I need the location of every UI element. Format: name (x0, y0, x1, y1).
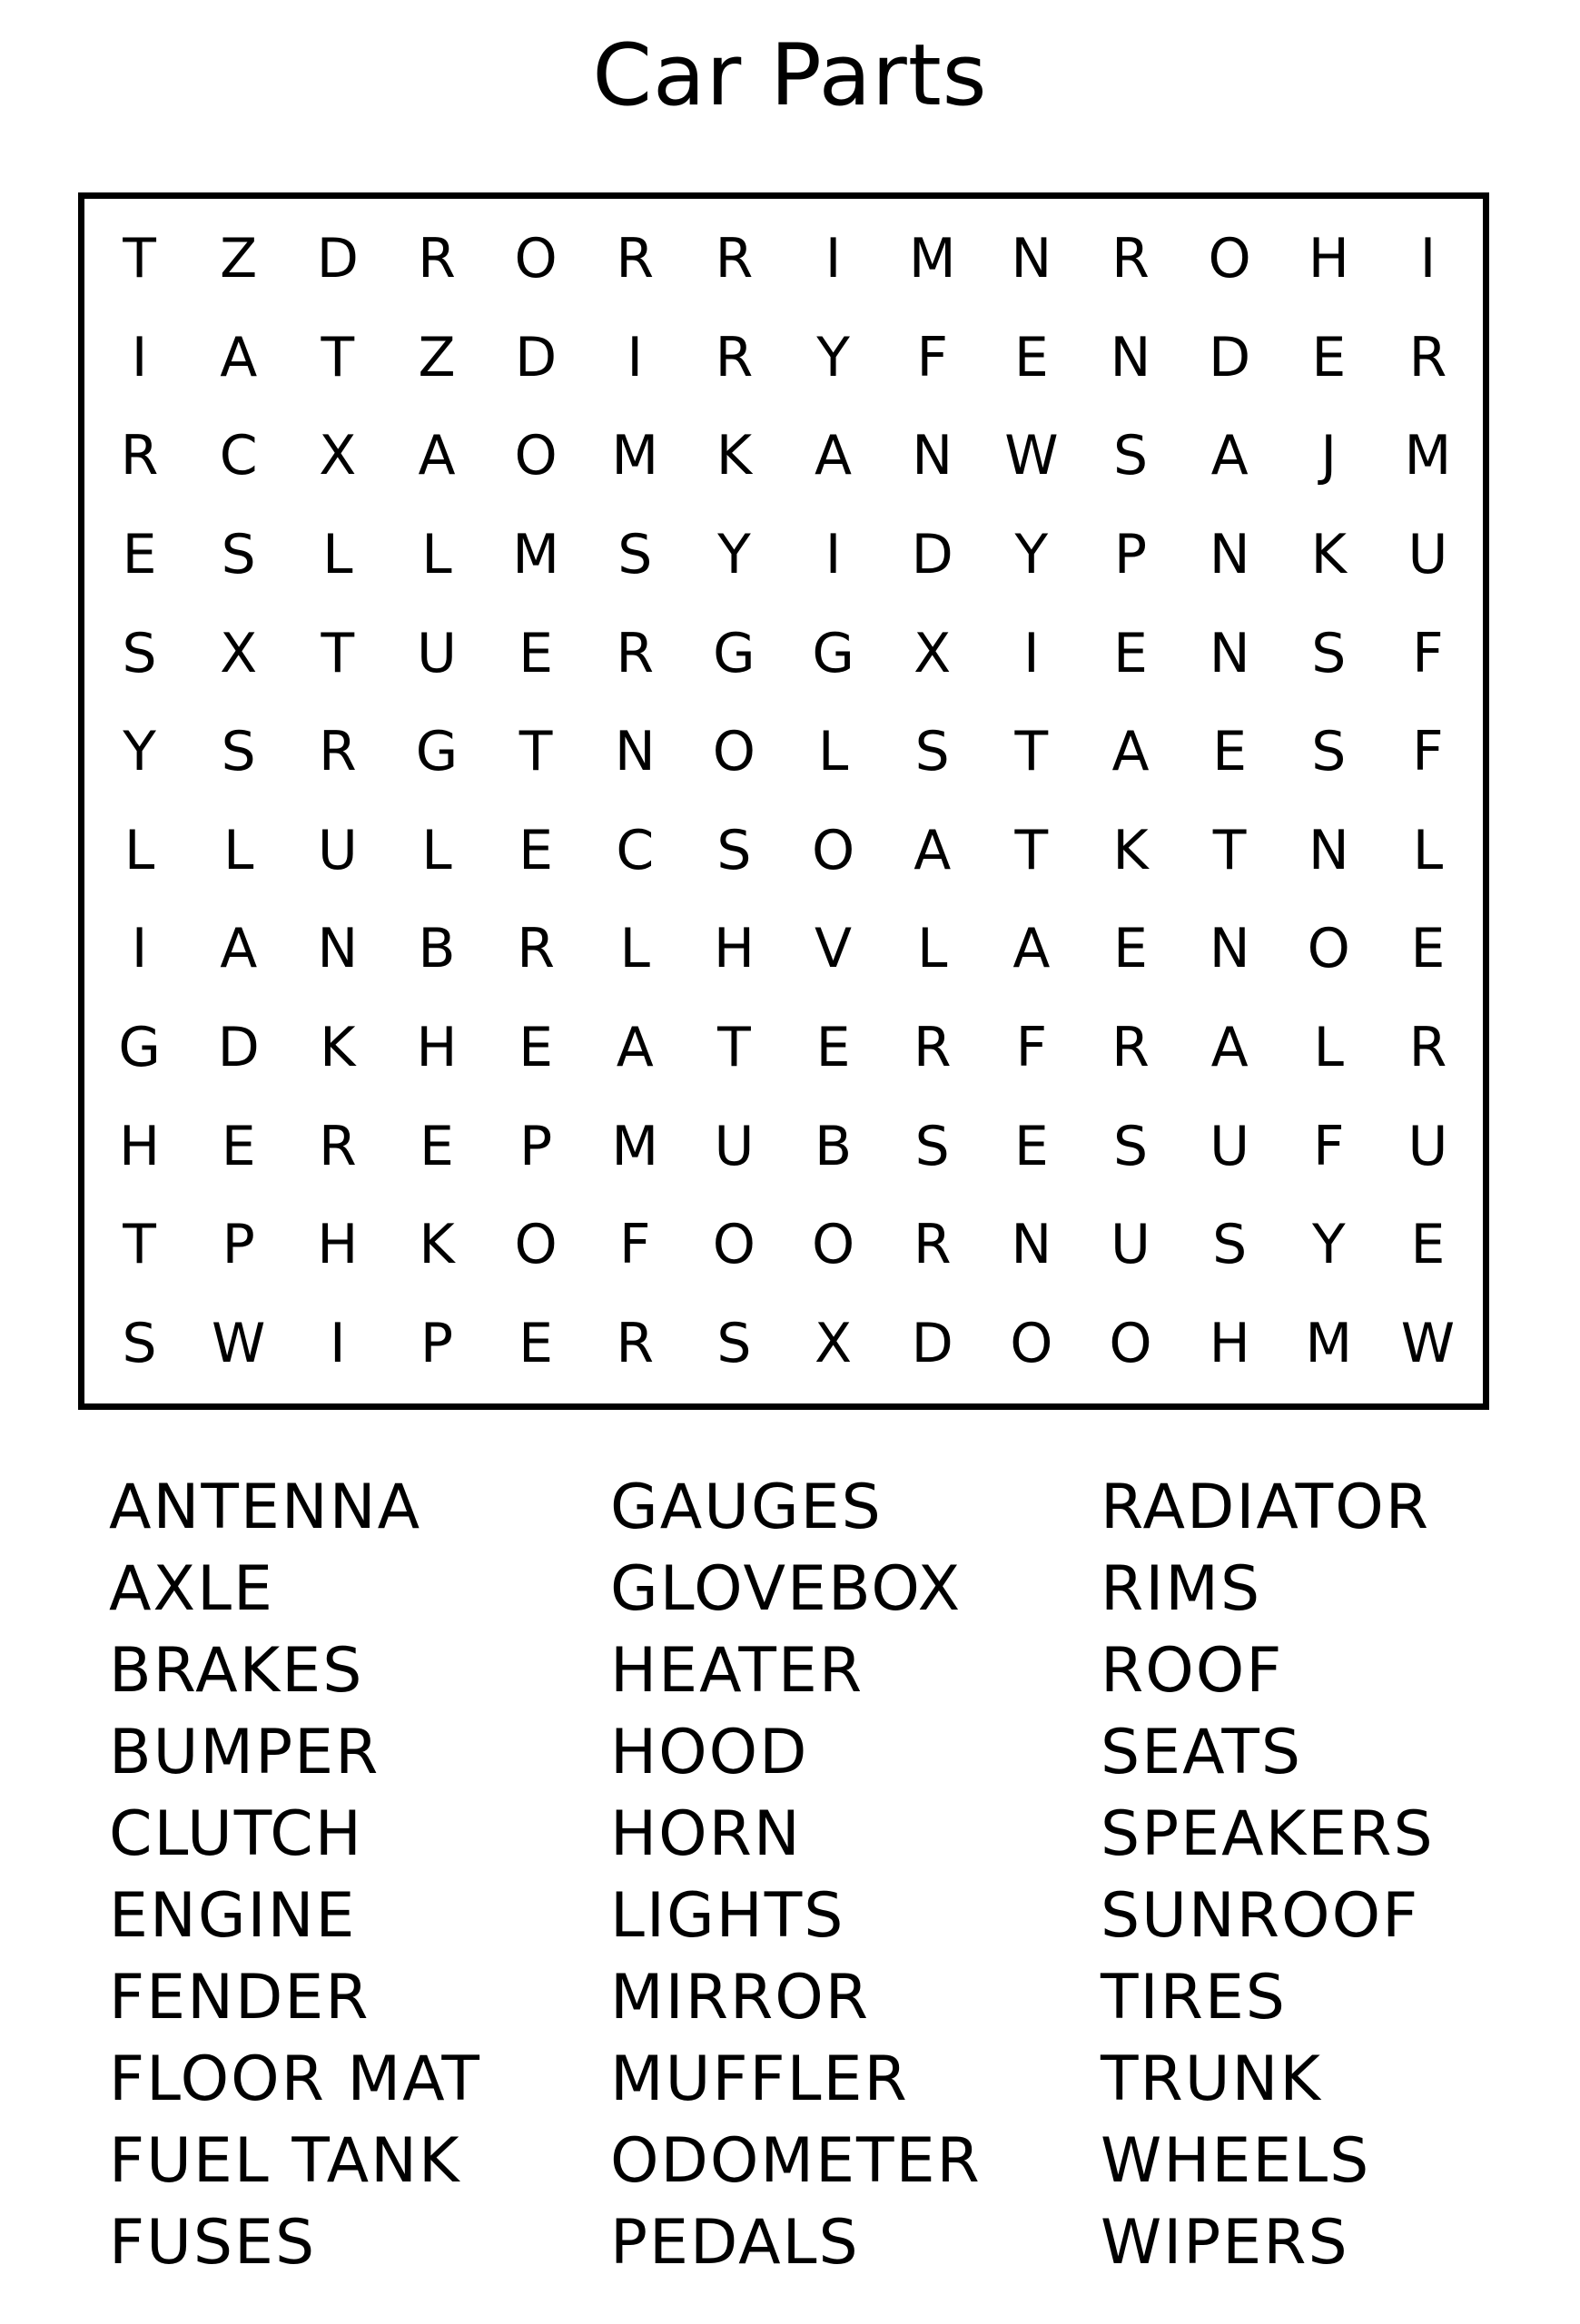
grid-letter-r1-c10: N (1011, 227, 1052, 291)
word-list-item: HORN (610, 1798, 802, 1870)
word-list-item: GAUGES (610, 1472, 883, 1543)
grid-letter-r8-c5: R (517, 917, 555, 981)
grid-letter-r5-c5: E (518, 621, 554, 685)
word-list-item: ENGINE (109, 1880, 357, 1952)
grid-letter-r4-c13: K (1310, 523, 1347, 587)
word-list-item: RADIATOR (1101, 1472, 1430, 1543)
grid-letter-r11-c3: H (317, 1213, 359, 1277)
grid-letter-r6-c4: G (415, 720, 459, 784)
grid-letter-r12-c12: H (1209, 1311, 1250, 1375)
grid-letter-r7-c5: E (518, 818, 554, 882)
grid-letter-r12-c13: M (1305, 1311, 1353, 1375)
word-list-item: TRUNK (1101, 2043, 1323, 2115)
grid-letter-r4-c1: E (122, 523, 157, 587)
grid-letter-r8-c14: E (1410, 917, 1446, 981)
word-list-item: WIPERS (1101, 2207, 1349, 2279)
grid-letter-r5-c11: E (1113, 621, 1148, 685)
grid-letter-r9-c12: A (1210, 1015, 1249, 1079)
grid-letter-r11-c1: T (123, 1213, 156, 1277)
word-list-item: CLUTCH (109, 1798, 363, 1870)
grid-letter-r9-c11: R (1111, 1015, 1150, 1079)
grid-letter-r4-c10: Y (1014, 523, 1049, 587)
grid-letter-r3-c7: K (716, 424, 753, 488)
grid-letter-r7-c10: T (1014, 818, 1049, 882)
grid-letter-r7-c7: S (716, 818, 752, 882)
grid-letter-r1-c4: R (418, 227, 456, 291)
grid-letter-r2-c6: I (627, 325, 644, 389)
grid-letter-r11-c12: S (1212, 1213, 1248, 1277)
grid-letter-r3-c5: O (514, 424, 558, 488)
grid-letter-r9-c9: R (913, 1015, 952, 1079)
grid-letter-r9-c14: R (1408, 1015, 1447, 1079)
grid-letter-r6-c12: E (1212, 720, 1248, 784)
grid-letter-r6-c14: F (1412, 720, 1444, 784)
word-list-item: AXLE (109, 1553, 274, 1625)
grid-letter-r4-c5: M (512, 523, 560, 587)
grid-letter-r10-c1: H (119, 1114, 161, 1178)
grid-letter-r7-c12: T (1212, 818, 1247, 882)
grid-letter-r11-c8: O (811, 1213, 855, 1277)
grid-letter-r2-c11: N (1110, 325, 1151, 389)
grid-letter-r8-c2: A (220, 917, 258, 981)
grid-letter-r10-c14: U (1407, 1114, 1448, 1178)
grid-letter-r9-c1: G (118, 1015, 161, 1079)
grid-letter-r4-c6: S (617, 523, 653, 587)
grid-letter-r7-c6: C (616, 818, 655, 882)
grid-letter-r10-c5: P (519, 1114, 553, 1178)
grid-letter-r3-c10: W (1004, 424, 1059, 488)
word-list-item: BUMPER (109, 1717, 380, 1788)
grid-letter-r1-c14: I (1419, 227, 1437, 291)
word-list-item: FUSES (109, 2207, 317, 2279)
grid-letter-r6-c6: N (614, 720, 656, 784)
word-list-item: ANTENNA (109, 1472, 422, 1543)
grid-letter-r6-c3: R (319, 720, 357, 784)
grid-letter-r5-c12: N (1209, 621, 1250, 685)
word-list-item: BRAKES (109, 1635, 364, 1707)
grid-letter-r4-c4: L (421, 523, 452, 587)
grid-letter-r7-c11: K (1112, 818, 1149, 882)
grid-letter-r6-c1: Y (123, 720, 156, 784)
grid-letter-r11-c14: E (1410, 1213, 1446, 1277)
grid-letter-r11-c10: N (1011, 1213, 1052, 1277)
grid-letter-r12-c3: I (330, 1311, 346, 1375)
grid-letter-r3-c11: S (1112, 424, 1149, 488)
grid-letter-r10-c3: R (319, 1114, 357, 1178)
grid-letter-r9-c6: A (616, 1015, 654, 1079)
grid-letter-r2-c1: I (131, 325, 148, 389)
grid-letter-r2-c14: R (1408, 325, 1447, 389)
grid-letter-r11-c13: Y (1311, 1213, 1346, 1277)
grid-letter-r1-c7: R (715, 227, 754, 291)
grid-letter-r10-c4: E (420, 1114, 454, 1178)
grid-letter-r1-c11: R (1111, 227, 1150, 291)
grid-letter-r7-c13: N (1308, 818, 1349, 882)
grid-letter-r5-c9: X (913, 621, 952, 685)
grid-letter-r8-c4: B (418, 917, 456, 981)
grid-letter-r6-c10: T (1014, 720, 1049, 784)
word-list-item: FENDER (109, 1962, 370, 2034)
grid-letter-r12-c10: O (1010, 1311, 1053, 1375)
grid-letter-r4-c11: P (1113, 523, 1148, 587)
grid-letter-r3-c3: X (319, 424, 357, 488)
grid-letter-r2-c9: F (916, 325, 948, 389)
grid-letter-r3-c1: R (120, 424, 159, 488)
grid-letter-r5-c3: T (321, 621, 355, 685)
grid-letter-r11-c9: R (913, 1213, 952, 1277)
grid-letter-r7-c9: A (913, 818, 952, 882)
word-list-item: LIGHTS (610, 1880, 845, 1952)
grid-letter-r8-c3: N (317, 917, 359, 981)
grid-letter-r2-c3: T (321, 325, 355, 389)
grid-letter-r11-c5: O (514, 1213, 558, 1277)
grid-letter-r2-c7: R (715, 325, 754, 389)
grid-letter-r10-c12: U (1210, 1114, 1250, 1178)
grid-letter-r4-c14: U (1407, 523, 1448, 587)
grid-letter-r9-c3: K (320, 1015, 356, 1079)
grid-letter-r2-c5: D (515, 325, 558, 389)
grid-letter-r9-c13: L (1313, 1015, 1344, 1079)
word-column-3 (1101, 1467, 1435, 2284)
grid-letter-r12-c9: D (911, 1311, 953, 1375)
word-list-item: HOOD (610, 1717, 809, 1788)
grid-letter-r10-c6: M (611, 1114, 659, 1178)
grid-letter-r8-c12: N (1209, 917, 1250, 981)
grid-letter-r8-c13: O (1307, 917, 1350, 981)
grid-letter-r8-c7: H (713, 917, 755, 981)
grid-letter-r8-c6: L (619, 917, 650, 981)
grid-letter-r3-c14: M (1404, 424, 1452, 488)
word-list-item: PEDALS (610, 2207, 860, 2279)
grid-letter-r9-c4: H (416, 1015, 458, 1079)
word-list-item: SUNROOF (1101, 1880, 1420, 1952)
grid-letter-r5-c7: G (713, 621, 755, 685)
grid-letter-r3-c9: N (912, 424, 953, 488)
grid-letter-r5-c14: F (1412, 621, 1444, 685)
grid-letter-r4-c7: Y (717, 523, 751, 587)
grid-letter-r1-c8: I (825, 227, 842, 291)
grid-letter-r7-c8: O (811, 818, 855, 882)
grid-letter-r12-c6: R (616, 1311, 655, 1375)
grid-letter-r12-c11: O (1109, 1311, 1152, 1375)
grid-letter-r1-c9: M (908, 227, 956, 291)
grid-letter-r7-c1: L (123, 818, 155, 882)
word-list-item: FUEL TANK (109, 2125, 461, 2197)
word-list-item: RIMS (1101, 1553, 1262, 1625)
grid-letter-r12-c5: E (518, 1311, 554, 1375)
word-list-item: MUFFLER (610, 2043, 909, 2115)
grid-letter-r6-c11: A (1111, 720, 1150, 784)
grid-letter-r4-c3: L (322, 523, 353, 587)
grid-letter-r3-c4: A (418, 424, 456, 488)
word-list-item: ROOF (1101, 1635, 1284, 1707)
grid-letter-r4-c2: S (221, 523, 256, 587)
word-column-1 (109, 1467, 481, 2284)
grid-letter-r5-c4: U (417, 621, 457, 685)
puzzle-title: Car Parts (592, 26, 988, 125)
grid-letter-r4-c8: I (825, 523, 842, 587)
grid-letter-r11-c6: F (619, 1213, 651, 1277)
grid-letter-r7-c2: L (222, 818, 254, 882)
grid-letter-r1-c2: Z (220, 227, 258, 291)
grid-letter-r12-c14: W (1400, 1311, 1456, 1375)
grid-letter-r12-c7: S (716, 1311, 752, 1375)
grid-letter-r2-c12: D (1209, 325, 1251, 389)
grid-letter-r7-c14: L (1412, 818, 1444, 882)
word-list-item: FLOOR MAT (109, 2043, 481, 2115)
grid-letter-r11-c4: K (419, 1213, 455, 1277)
grid-letter-r6-c13: S (1311, 720, 1347, 784)
grid-letter-r10-c9: S (914, 1114, 950, 1178)
grid-letter-r2-c13: E (1311, 325, 1347, 389)
grid-letter-r1-c5: O (514, 227, 558, 291)
grid-letter-r3-c12: A (1210, 424, 1249, 488)
word-list-item: HEATER (610, 1635, 864, 1707)
grid-letter-r8-c10: A (1012, 917, 1051, 981)
grid-letter-r3-c8: A (815, 424, 853, 488)
grid-letter-r10-c7: U (714, 1114, 755, 1178)
grid-letter-r2-c2: A (220, 325, 258, 389)
word-list-item: SPEAKERS (1101, 1798, 1435, 1870)
grid-letter-r6-c8: L (817, 720, 849, 784)
grid-letter-r3-c2: C (219, 424, 258, 488)
grid-letter-r9-c2: D (217, 1015, 260, 1079)
word-list-item: MIRROR (610, 1962, 870, 2034)
word-list-item: GLOVEBOX (610, 1553, 963, 1625)
grid-letter-r11-c7: O (712, 1213, 756, 1277)
grid-letter-r9-c7: T (717, 1015, 751, 1079)
grid-letter-r8-c1: I (131, 917, 148, 981)
grid-letter-r2-c10: E (1013, 325, 1049, 389)
grid-letter-r1-c13: H (1308, 227, 1349, 291)
grid-letter-r5-c6: R (616, 621, 655, 685)
grid-letter-r5-c13: S (1311, 621, 1347, 685)
grid-letter-r7-c3: U (317, 818, 358, 882)
grid-letter-r12-c2: W (212, 1311, 266, 1375)
grid-letter-r4-c12: N (1209, 523, 1250, 587)
grid-letter-r7-c4: L (421, 818, 452, 882)
grid-letter-r4-c9: D (911, 523, 953, 587)
grid-letter-r3-c6: M (611, 424, 659, 488)
grid-letter-r5-c1: S (122, 621, 157, 685)
word-list-item: WHEELS (1101, 2125, 1371, 2197)
grid-letter-r8-c9: L (916, 917, 948, 981)
grid-letter-r1-c6: R (616, 227, 655, 291)
grid-letter-r9-c8: E (815, 1015, 851, 1079)
grid-letter-r1-c3: D (316, 227, 359, 291)
grid-letter-r10-c11: S (1112, 1114, 1149, 1178)
grid-letter-r6-c7: O (712, 720, 756, 784)
grid-letter-r3-c13: J (1320, 424, 1338, 488)
grid-letter-r9-c5: E (518, 1015, 554, 1079)
grid-letter-r5-c8: G (812, 621, 854, 685)
grid-letter-r11-c2: P (222, 1213, 255, 1277)
grid-letter-r10-c2: E (221, 1114, 256, 1178)
grid-letter-r10-c8: B (814, 1114, 853, 1178)
grid-letter-r10-c13: F (1313, 1114, 1345, 1178)
word-column-2 (610, 1467, 982, 2284)
grid-letter-r1-c1: T (123, 227, 156, 291)
grid-letter-r1-c12: O (1208, 227, 1251, 291)
grid-letter-r11-c11: U (1111, 1213, 1150, 1277)
grid-letter-r6-c2: S (221, 720, 256, 784)
grid-letter-r9-c10: F (1015, 1015, 1048, 1079)
word-list-item: TIRES (1101, 1962, 1287, 2034)
grid-letter-r5-c10: I (1023, 621, 1040, 685)
grid-letter-r12-c1: S (122, 1311, 157, 1375)
grid-letter-r2-c8: Y (816, 325, 850, 389)
word-list-item: SEATS (1101, 1717, 1303, 1788)
word-list-item: ODOMETER (610, 2125, 982, 2197)
grid-letter-r8-c11: E (1113, 917, 1148, 981)
grid-letter-r6-c9: S (914, 720, 950, 784)
word-search-grid (78, 192, 1489, 1410)
grid-letter-r8-c8: V (815, 917, 853, 981)
grid-letter-r6-c5: T (518, 720, 553, 784)
grid-letter-r12-c8: X (815, 1311, 853, 1375)
grid-letter-r12-c4: P (420, 1311, 454, 1375)
grid-letter-r5-c2: X (220, 621, 258, 685)
grid-letter-r10-c10: E (1013, 1114, 1049, 1178)
grid-letter-r2-c4: Z (418, 325, 456, 389)
